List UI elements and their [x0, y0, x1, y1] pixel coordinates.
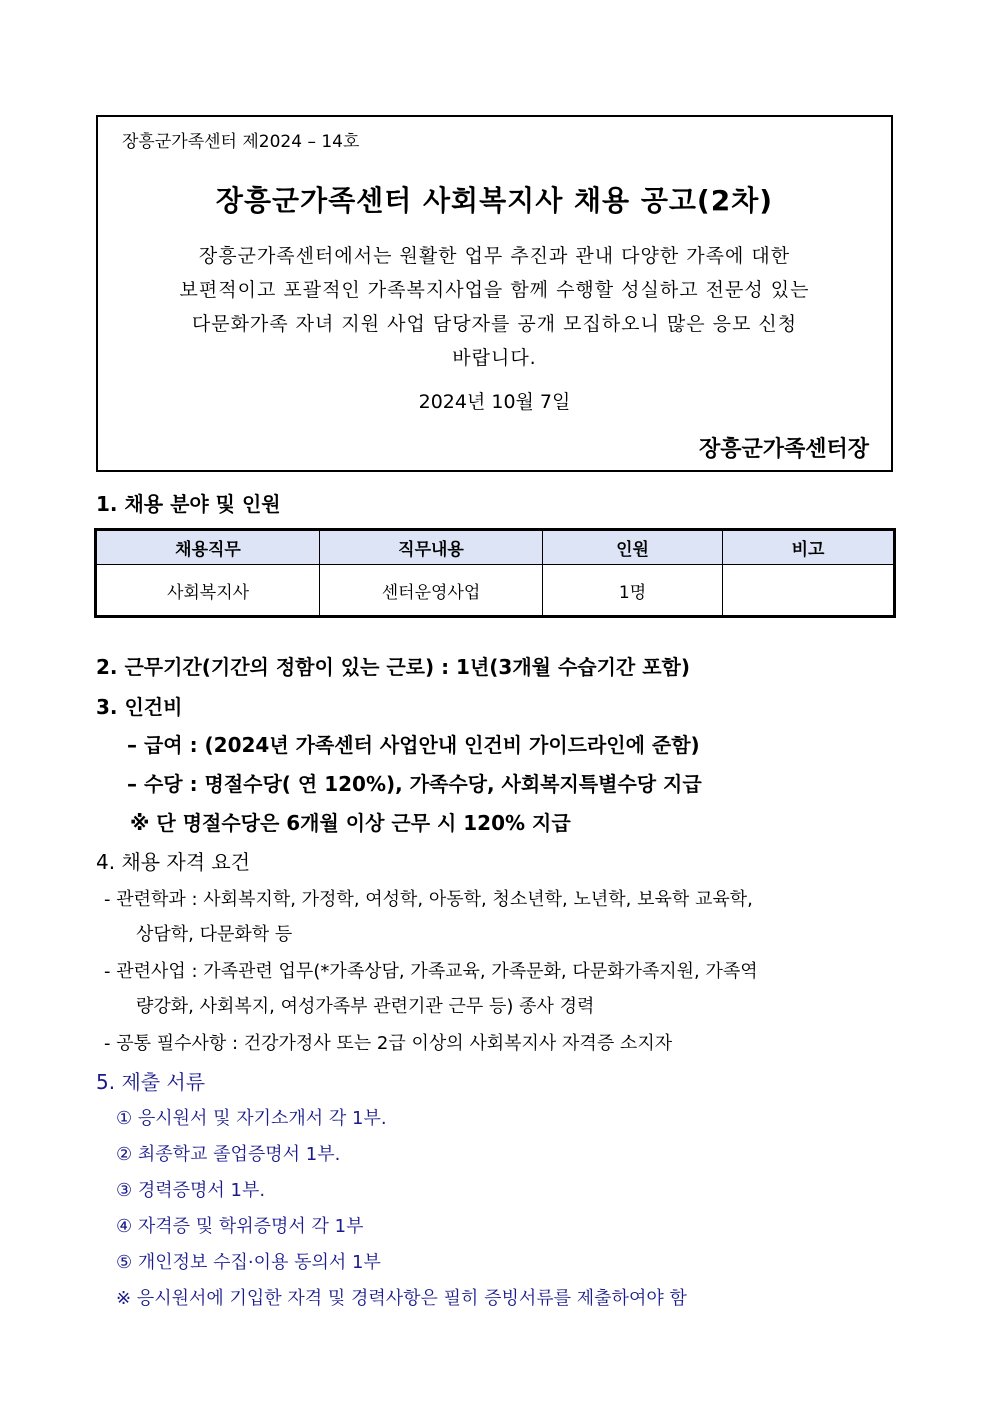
table-header-cell: 비고	[723, 531, 894, 565]
table-header-cell: 직무내용	[320, 531, 543, 565]
document-note: ※ 응시원서에 기입한 자격 및 경력사항은 필히 증빙서류를 제출하여야 함	[116, 1288, 687, 1309]
table-cell: 사회복지사	[97, 565, 320, 616]
qualification-line: - 관련사업 : 가족관련 업무(*가족상담, 가족교육, 가족문화, 다문화가족지원, 가족역	[104, 961, 758, 982]
document-item: ④ 자격증 및 학위증명서 각 1부	[116, 1216, 364, 1237]
document-item: ⑤ 개인정보 수집·이용 동의서 1부	[116, 1252, 381, 1273]
section3-heading: 3. 인건비	[96, 695, 183, 719]
qualification-line: - 공통 필수사항 : 건강가정사 또는 2급 이상의 사회복지사 자격증 소지자	[104, 1033, 673, 1054]
notice-body-line: 장흥군가족센터에서는 원활한 업무 추진과 관내 다양한 가족에 대한	[198, 245, 791, 267]
table-header-row	[97, 531, 894, 565]
qualification-line: - 관련학과 : 사회복지학, 가정학, 여성학, 아동학, 청소년학, 노년학, 보육학 교육학,	[104, 889, 753, 910]
doc-number: 장흥군가족센터 제2024 – 14호	[122, 132, 360, 152]
allowance-note: ※ 단 명절수당은 6개월 이상 근무 시 120% 지급	[130, 811, 571, 835]
notice-signature: 장흥군가족센터장	[698, 437, 869, 462]
notice-date: 2024년 10월 7일	[418, 391, 571, 413]
table-cell: 1명	[543, 565, 723, 616]
table-header-cell: 인원	[543, 531, 723, 565]
notice-body-line: 보편적이고 포괄적인 가족복지사업을 함께 수행할 성실하고 전문성 있는	[179, 279, 810, 301]
table-cell	[723, 565, 894, 616]
salary-line: – 급여 : (2024년 가족센터 사업안내 인건비 가이드라인에 준함)	[127, 733, 700, 757]
notice-body-line: 바랍니다.	[452, 347, 537, 369]
section2-heading: 2. 근무기간(기간의 정함이 있는 근로) : 1년(3개월 수습기간 포함)	[96, 655, 690, 679]
notice-body	[112, 239, 877, 375]
document-item: ③ 경력증명서 1부.	[116, 1180, 266, 1201]
table-header-cell: 채용직무	[97, 531, 320, 565]
notice-title: 장흥군가족센터 사회복지사 채용 공고(2차)	[215, 184, 774, 217]
notice-body-line: 다문화가족 자녀 지원 사업 담당자를 공개 모집하오니 많은 응모 신청	[191, 313, 798, 335]
notice-box	[96, 115, 893, 472]
section1-heading: 1. 채용 분야 및 인원	[96, 492, 281, 516]
table-cell: 센터운영사업	[320, 565, 543, 616]
qualification-line: 상담학, 다문화학 등	[136, 924, 293, 945]
section4-heading: 4. 채용 자격 요건	[96, 850, 251, 874]
document-item: ① 응시원서 및 자기소개서 각 1부.	[116, 1108, 387, 1129]
recruitment-table	[96, 530, 894, 616]
qualification-line: 량강화, 사회복지, 여성가족부 관련기관 근무 등) 종사 경력	[136, 996, 595, 1017]
allowance-line: – 수당 : 명절수당( 연 120%), 가족수당, 사회복지특별수당 지급	[127, 772, 702, 796]
table-row	[97, 565, 894, 616]
section5-heading: 5. 제출 서류	[96, 1070, 206, 1094]
document-item: ② 최종학교 졸업증명서 1부.	[116, 1144, 341, 1165]
